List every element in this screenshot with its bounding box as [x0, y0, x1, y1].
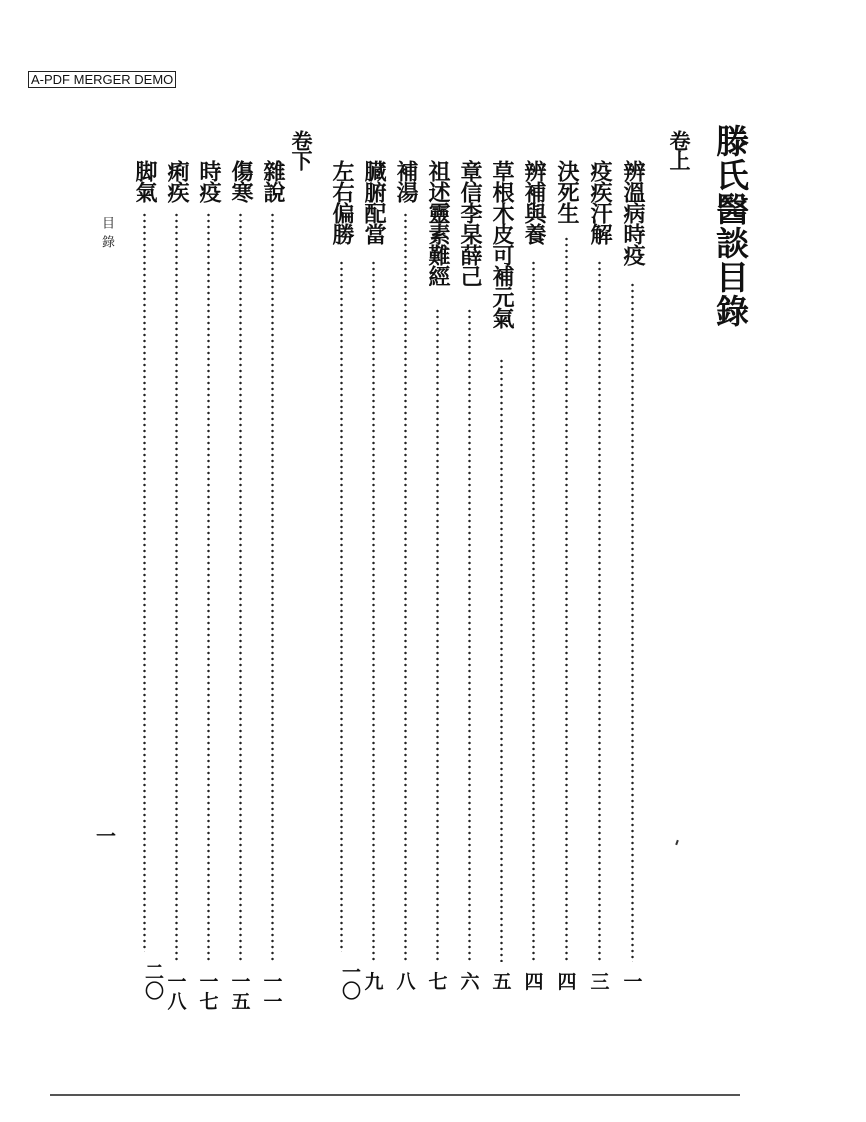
toc-entry[interactable] [195, 160, 223, 1013]
toc-entry-page: 四 [524, 971, 544, 993]
toc-entry-page: 一一 [263, 971, 283, 1013]
toc-entry-title: 傷寒 [228, 160, 254, 202]
leader-dots [239, 212, 242, 962]
margin-page-number: 一 [96, 824, 116, 848]
toc-entry-page: 二〇 [142, 962, 164, 1000]
toc-entry[interactable] [456, 160, 484, 1010]
toc-entry[interactable] [488, 160, 516, 1010]
toc-entry[interactable] [619, 160, 647, 1010]
leader-dots [468, 308, 471, 962]
leader-dots [631, 282, 634, 962]
toc-entry-page: 七 [428, 971, 448, 993]
toc-entry-page: 一 [623, 971, 643, 993]
toc-entry[interactable] [259, 160, 287, 1013]
leader-dots [598, 260, 601, 962]
toc-entry-title: 辨溫病時疫 [620, 160, 646, 265]
toc-entry-title: 辨補與養 [521, 160, 547, 244]
leader-dots [175, 212, 178, 962]
toc-entry-title: 時疫 [196, 160, 222, 202]
leader-dots [532, 260, 535, 962]
toc-entry[interactable] [360, 160, 388, 1010]
toc-entry-title: 左右偏勝 [329, 160, 355, 244]
leader-dots [436, 308, 439, 962]
leader-dots [340, 260, 343, 952]
toc-entry-title: 脚氣 [132, 160, 158, 202]
toc-entry-page: 一〇 [339, 962, 361, 1000]
toc-entry[interactable] [553, 160, 581, 1010]
toc-entry-title: 章信李杲薛己 [457, 160, 483, 286]
volume-heading-lower: 卷下 [289, 130, 314, 170]
leader-dots [372, 260, 375, 962]
toc-entry-title: 疫疾汗解 [587, 160, 613, 244]
toc-entry-page: 一七 [199, 971, 219, 1013]
toc-entry-page: 三 [590, 971, 610, 993]
leader-dots [271, 212, 274, 962]
toc-entry-title: 雜說 [260, 160, 286, 202]
toc-entry-title: 補湯 [393, 160, 419, 202]
volume-heading-upper: 卷上 [667, 130, 692, 170]
bottom-rule [50, 1094, 740, 1096]
toc-entry[interactable] [131, 160, 164, 1010]
toc-entry-page: 九 [364, 971, 384, 993]
toc-entry[interactable] [227, 160, 255, 1013]
leader-dots [143, 212, 146, 952]
toc-entry-page: 八 [396, 971, 416, 993]
scan-speck [675, 840, 679, 845]
margin-section-label: 目錄 [99, 216, 114, 254]
toc-entry-title: 痢疾 [164, 160, 190, 202]
toc-entry-page: 五 [492, 971, 512, 993]
leader-dots [565, 236, 568, 962]
toc-entry-page: 一五 [231, 971, 251, 1013]
toc-entry[interactable] [392, 160, 420, 1010]
toc-entry[interactable] [163, 160, 191, 1013]
page-title: 滕氏醫談目錄 [711, 124, 750, 328]
toc-entry[interactable] [520, 160, 548, 1010]
toc-entry-title: 草根木皮可補元氣 [489, 160, 515, 328]
toc-entry-title: 決死生 [554, 160, 580, 223]
toc-entry[interactable] [586, 160, 614, 1010]
toc-entry-title: 臓腑配當 [361, 160, 387, 244]
toc-entry[interactable] [424, 160, 452, 1010]
toc-entry-page: 四 [557, 971, 577, 993]
toc-entry[interactable] [328, 160, 361, 1010]
leader-dots [207, 212, 210, 962]
leader-dots [500, 358, 503, 962]
leader-dots [404, 212, 407, 962]
watermark-label: A-PDF MERGER DEMO [28, 71, 176, 88]
toc-entry-page: 一八 [167, 971, 187, 1013]
toc-entry-page: 六 [460, 971, 480, 993]
toc-entry-title: 祖述靈素難經 [425, 160, 451, 286]
